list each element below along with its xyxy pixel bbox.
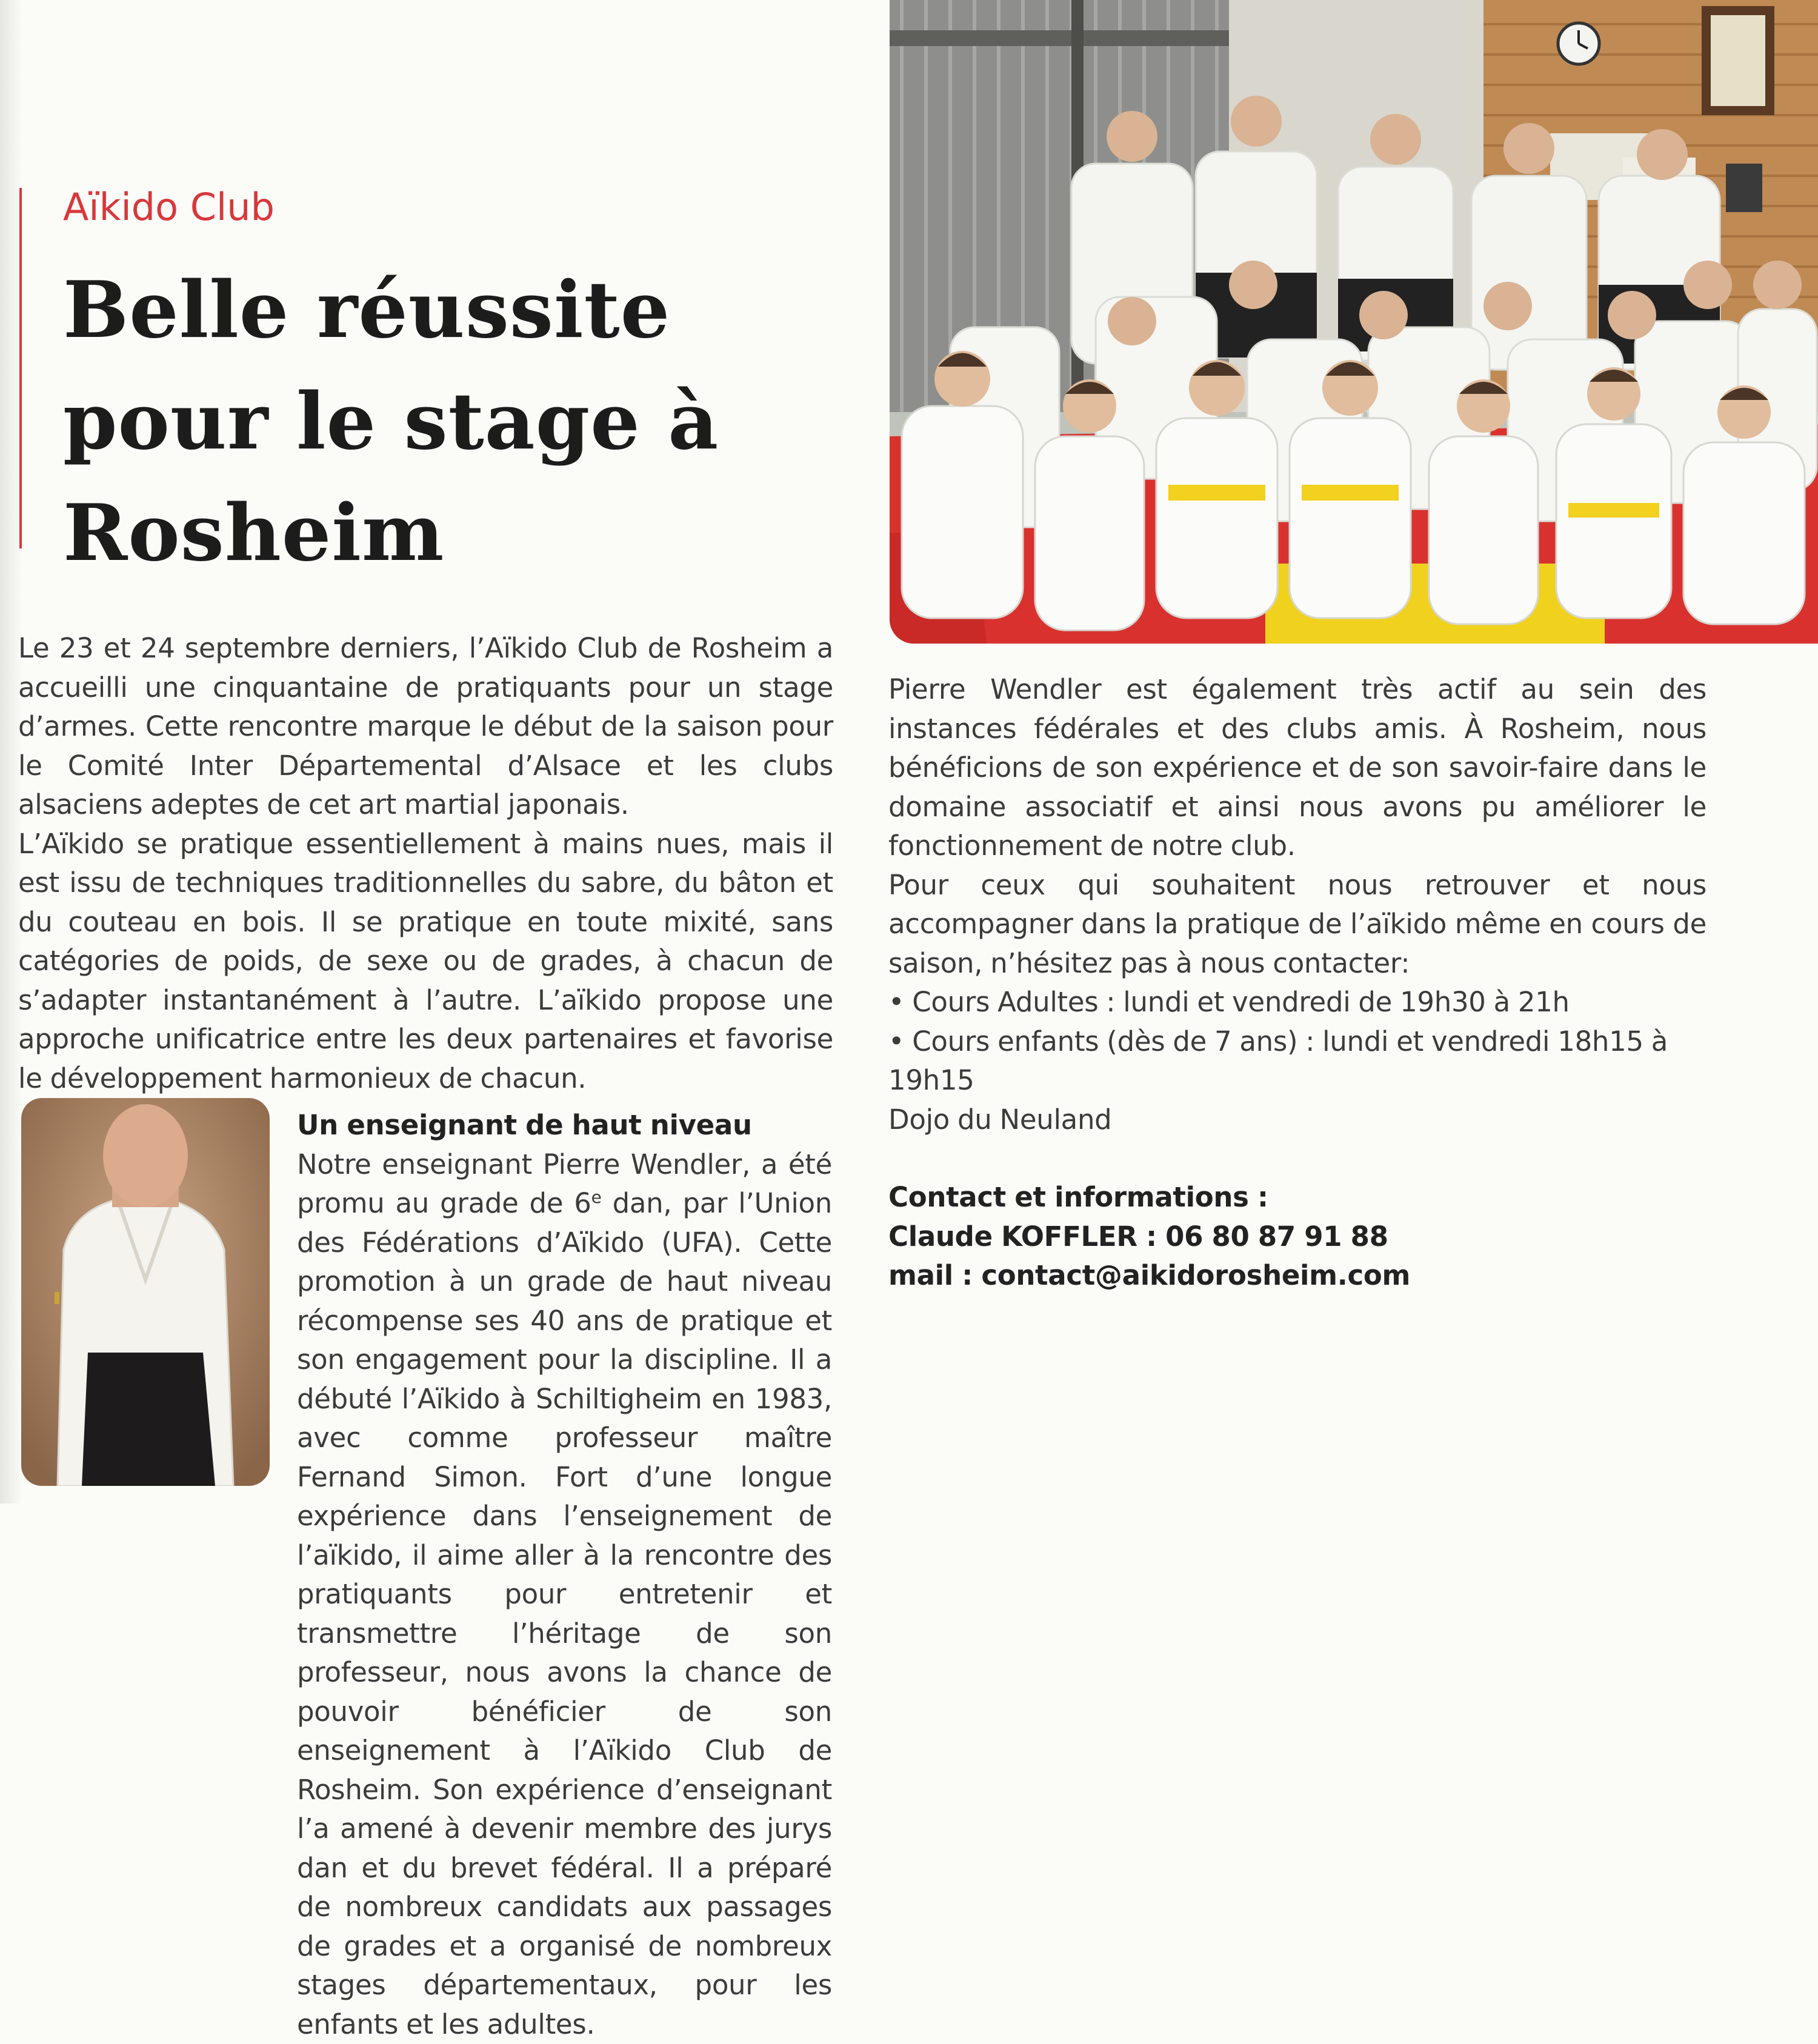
teacher-portrait-image <box>21 1098 270 1486</box>
spacer <box>888 1139 1706 1178</box>
teacher-paragraph-part: dan, par l’Union des Fédérations d’Aïkido (UFA). Cette promotion à un grade de haut niveau récompense ses 40 ans de pratique et son engagement pour la discipline. Il a débuté l’Aïkido à Schiltigheim en 1983, avec comme professeur maître Fernand Simon. Fort d’une longue expérience dans l’enseignement de l’aïkido, il aime aller à la rencontre des pratiquants pour entretenir et transmettre l’héritage de son professeur, nous avons la chance de pouvoir bénéficier de son enseignement à l’Aïkido Club de Rosheim. Son expérience d’enseignant l’a amené à devenir membre des jurys dan et du brevet fédéral. Il a préparé de nombreux candidats aux passages de grades et a organisé de nombreux stages départementaux, pour les enfants et les adultes. <box>297 1187 832 2040</box>
intro-paragraph: Le 23 et 24 septembre derniers, l’Aïkido Club de Rosheim a accueilli une cinquantaine de pratiquants pour un stage d’armes. Cette rencontre marque le début de la saison pour le Comité Inter Départemental d’Alsace et les clubs alsaciens adeptes de cet art martial japonais. <box>18 629 833 825</box>
teacher-portrait <box>21 1098 270 1486</box>
teacher-paragraph-part: Notre enseignant Pierre Wendler, a été promu au grade de 6 <box>297 1148 832 1220</box>
headline-line: pour le stage à <box>63 366 851 478</box>
article-headline <box>63 255 851 589</box>
headline-line: Belle réussite <box>63 255 851 366</box>
teacher-paragraph <box>297 1145 832 2044</box>
section-subhead: Un enseignant de haut niveau <box>297 1106 832 1145</box>
call-to-action: Pour ceux qui souhaitent nous retrouver et nous accompagner dans la pratique de l’aïkido même en cours de saison, n’hésitez pas à nous contacter: <box>888 866 1706 984</box>
grade-superscript: e <box>591 1187 602 1207</box>
schedule-adults: • Cours Adultes : lundi et vendredi de 19h30 à 21h <box>888 983 1706 1022</box>
venue: Dojo du Neuland <box>888 1100 1706 1140</box>
contact-phone: Claude KOFFLER : 06 80 87 91 88 <box>888 1217 1706 1257</box>
contact-email: mail : contact@aikidorosheim.com <box>888 1256 1706 1296</box>
teacher-section-start <box>297 1106 832 2044</box>
intro-text <box>18 629 833 1098</box>
headline-line: Rosheim <box>63 478 851 589</box>
group-photo-image <box>890 0 1818 644</box>
section-kicker: Aïkido Club <box>63 185 275 229</box>
intro-paragraph: L’Aïkido se pratique essentiellement à mains nues, mais il est issu de techniques traditionnelles du sabre, du bâton et du couteau en bois. Il se pratique en toute mixité, sans catégories de poids, de sexe ou de grades, à chacun de s’adapter instantanément à l’autre. L’aïkido propose une approche unificatrice entre les deux partenaires et favorise le développement harmonieux de chacun. <box>18 825 833 1099</box>
teacher-paragraph-2: Pierre Wendler est également très actif au sein des instances fédérales et des clubs amis. À Rosheim, nous bénéficions de son expérience et de son savoir-faire dans le domaine associatif et ainsi nous avons pu améliorer le fonctionnement de notre club. <box>888 670 1706 866</box>
teacher-section-continued <box>888 670 1706 1296</box>
group-photo <box>890 0 1818 644</box>
accent-rule <box>19 188 22 548</box>
schedule-children: • Cours enfants (dès de 7 ans) : lundi et vendredi 18h15 à 19h15 <box>888 1022 1706 1100</box>
contact-heading: Contact et informations : <box>888 1178 1706 1217</box>
